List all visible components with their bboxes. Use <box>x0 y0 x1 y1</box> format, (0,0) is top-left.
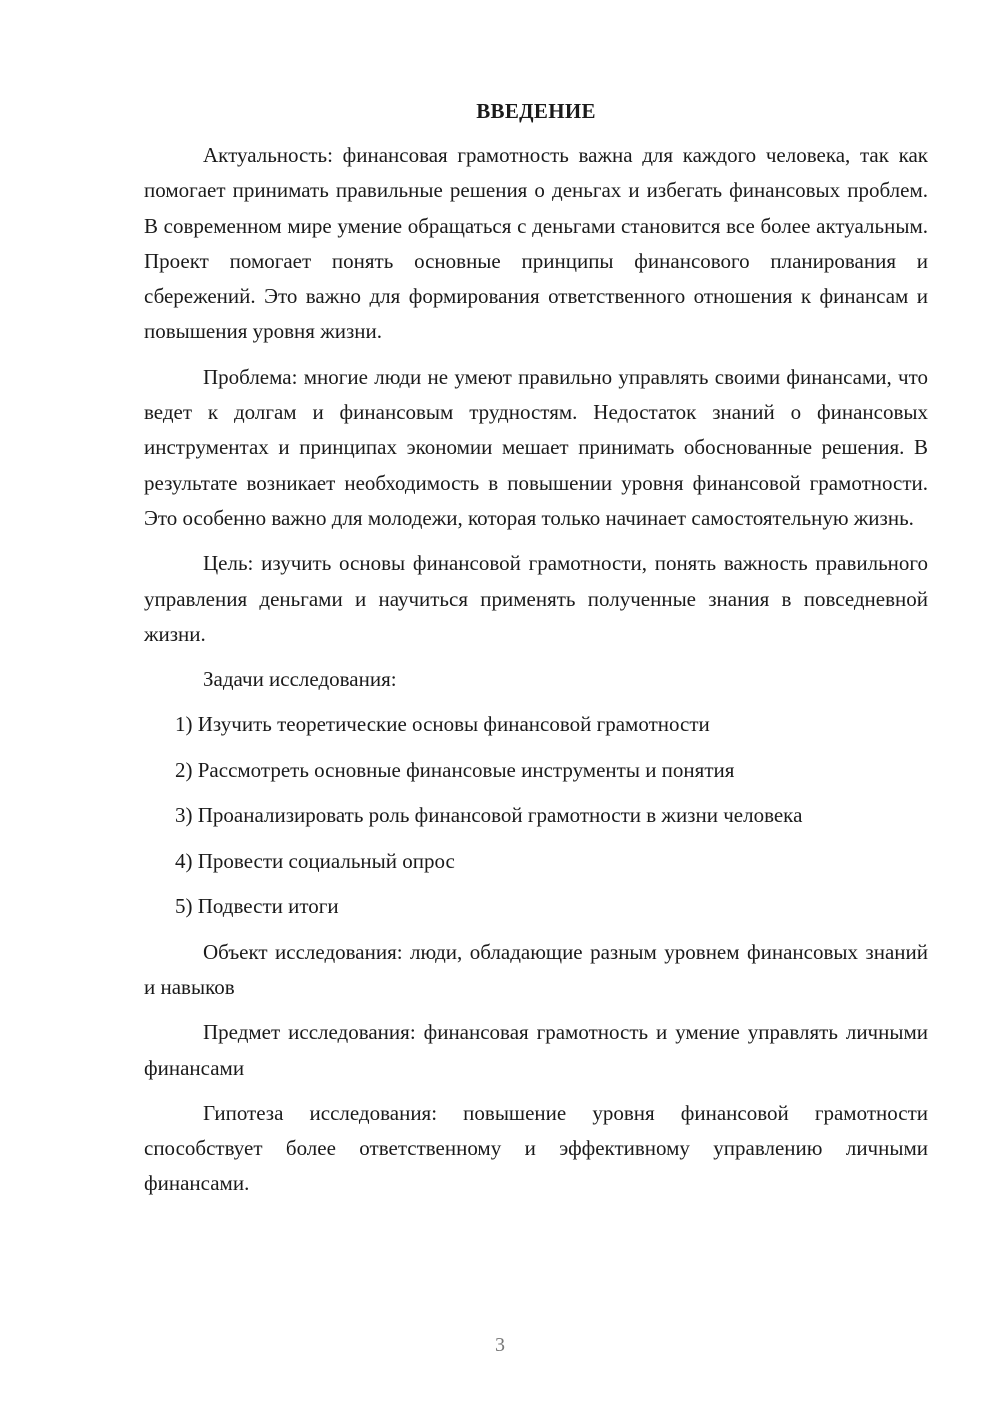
task-item: 3) Проанализировать роль финансовой грамотности в жизни человека <box>175 803 803 828</box>
problem-paragraph: Проблема: многие люди не умеют правильно управлять своими финансами, что ведет к долгам и финансовым трудностям. Недостаток знаний о финансовых инструментах и принципах экономии мешает принимать обоснованные решения. В результате возникает необходимость в повышении уровня финансовой грамотности. Это особенно важно для молодежи, которая только начинает самостоятельную жизнь. <box>144 364 928 530</box>
section-title: ВВЕДЕНИЕ <box>476 99 596 123</box>
task-item: 5) Подвести итоги <box>175 894 339 919</box>
relevance-paragraph: Актуальность: финансовая грамотность важна для каждого человека, так как помогает принимать правильные решения о деньгах и избегать финансовых проблем. В современном мире умение обращаться с деньгами становится все более актуальным. Проект помогает понять основные принципы финансового планирования и сбережений. Это важно для формирования ответственного отношения к финансам и повышения уровня жизни. <box>144 143 928 344</box>
hypothesis-paragraph: Гипотеза исследования: повышение уровня финансовой грамотности способствует более ответственному и эффективному управлению личными финансами. <box>144 1100 928 1196</box>
goal-paragraph: Цель: изучить основы финансовой грамотности, понять важность правильного управления деньгами и научиться применять полученные знания в повседневной жизни. <box>144 551 928 646</box>
tasks-heading: Задачи исследования: <box>203 667 397 692</box>
tasks-list <box>144 707 928 924</box>
object-paragraph: Объект исследования: люди, обладающие разным уровнем финансовых знаний и навыков <box>144 939 928 999</box>
task-item: 2) Рассмотреть основные финансовые инструменты и понятия <box>175 757 735 782</box>
subject-paragraph: Предмет исследования: финансовая грамотность и умение управлять личными финансами <box>144 1020 928 1080</box>
task-item: 4) Провести социальный опрос <box>175 848 455 873</box>
page-number: 3 <box>495 1334 505 1356</box>
task-item: 1) Изучить теоретические основы финансовой грамотности <box>175 712 710 737</box>
document-page <box>144 96 928 1212</box>
